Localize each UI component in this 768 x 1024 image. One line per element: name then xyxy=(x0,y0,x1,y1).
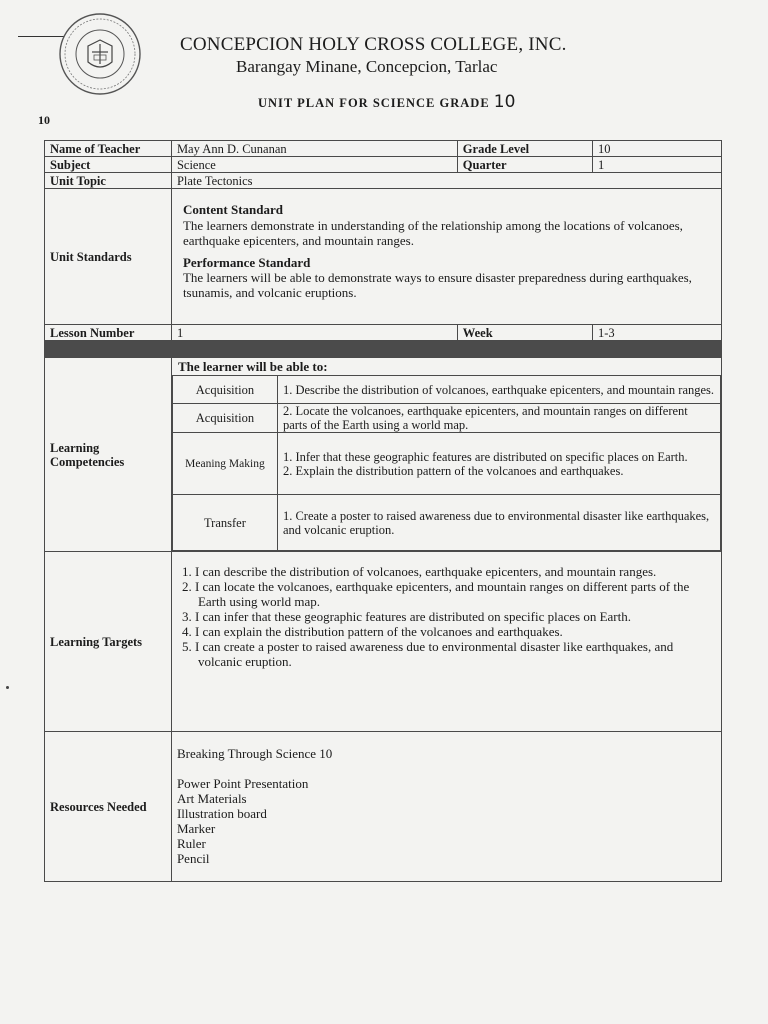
resource-item: Marker xyxy=(176,821,216,836)
lesson-number-label: Lesson Number xyxy=(45,325,172,341)
plan-title-text: UNIT PLAN FOR SCIENCE GRADE xyxy=(258,96,490,110)
resource-item: Illustration board xyxy=(176,806,267,821)
teacher-row xyxy=(45,141,722,157)
competency-row xyxy=(172,495,720,551)
week-label: Week xyxy=(457,325,592,341)
week-value: 1-3 xyxy=(592,325,721,341)
college-address: Barangay Minane, Concepcion, Tarlac xyxy=(236,57,498,76)
subject-row xyxy=(45,157,722,173)
standards-row xyxy=(45,189,722,325)
resource-item: Pencil xyxy=(176,851,210,866)
resources-row xyxy=(45,732,722,882)
resource-book: Breaking Through Science 10 xyxy=(176,746,333,761)
resource-item: Power Point Presentation xyxy=(176,776,309,791)
competencies-row xyxy=(45,358,722,552)
competency-row xyxy=(172,404,720,433)
teacher-value: May Ann D. Cunanan xyxy=(171,141,457,157)
divider-row xyxy=(45,341,722,358)
standards-label: Unit Standards xyxy=(45,189,172,325)
resource-item: Art Materials xyxy=(176,791,247,806)
unit-plan-table xyxy=(44,140,722,882)
competency-text: 2. Explain the distribution pattern of the volcanoes and earthquakes. xyxy=(282,463,624,478)
content-standard-heading: Content Standard xyxy=(182,202,283,217)
competency-row xyxy=(172,433,720,495)
teacher-label: Name of Teacher xyxy=(45,141,172,157)
targets-list xyxy=(177,564,716,669)
target-item: 1. I can describe the distribution of volcanoes, earthquake epicenters, and mountain ranges. xyxy=(181,564,657,579)
topic-value: Plate Tectonics xyxy=(171,173,721,189)
competency-type: Acquisition xyxy=(172,404,277,433)
competency-text: 2. Locate the volcanoes, earthquake epicenters, and mountain ranges on different parts of the Earth using a world map. xyxy=(277,404,720,433)
targets-row xyxy=(45,552,722,732)
standards-cell xyxy=(171,189,721,325)
quarter-label: Quarter xyxy=(457,157,592,173)
competency-row xyxy=(172,376,720,404)
plan-title xyxy=(258,92,588,112)
target-item: 5. I can create a poster to raised awareness due to environmental disaster like earthquakes, and volcanic eruption. xyxy=(181,639,674,669)
college-name: CONCEPCION HOLY CROSS COLLEGE, INC. xyxy=(180,34,567,55)
competencies-label: Learning Competencies xyxy=(45,358,172,552)
resources-label: Resources Needed xyxy=(45,732,172,882)
grade-level-label: Grade Level xyxy=(457,141,592,157)
dark-divider xyxy=(45,341,722,358)
performance-standard-text: The learners will be able to demonstrate ways to ensure disaster preparedness during earthquakes, tsunamis, and volcanic eruptions. xyxy=(182,270,692,300)
competency-type: Meaning Making xyxy=(172,433,277,495)
resources-cell xyxy=(171,732,721,882)
target-item: 2. I can locate the volcanoes, earthquake epicenters, and mountain ranges on different parts of the Earth using world map. xyxy=(181,579,690,609)
margin-mark xyxy=(6,686,9,689)
performance-standard-heading: Performance Standard xyxy=(182,255,311,270)
targets-cell xyxy=(171,552,721,732)
subject-label: Subject xyxy=(45,157,172,173)
subject-value: Science xyxy=(171,157,457,173)
plan-title-grade: 10 xyxy=(493,92,516,112)
topic-label: Unit Topic xyxy=(45,173,172,189)
content-standard-text: The learners demonstrate in understanding of the relationship among the locations of volcanoes, earthquake epicenters, and mountain ranges. xyxy=(182,218,683,248)
college-seal-icon xyxy=(58,12,142,96)
competency-text: 1. Describe the distribution of volcanoes, earthquake epicenters, and mountain ranges. xyxy=(277,376,720,404)
competency-text-cell xyxy=(277,433,720,495)
targets-label: Learning Targets xyxy=(45,552,172,732)
lesson-number-value: 1 xyxy=(171,325,457,341)
competency-type: Acquisition xyxy=(172,376,277,404)
quarter-value: 1 xyxy=(592,157,721,173)
competencies-table xyxy=(172,375,721,551)
competencies-cell xyxy=(171,358,721,552)
grade-level-value: 10 xyxy=(592,141,721,157)
page-number: 10 xyxy=(38,113,50,127)
competency-text: 1. Infer that these geographic features are distributed on specific places on Earth. xyxy=(282,449,688,464)
competency-type: Transfer xyxy=(172,495,277,551)
target-item: 4. I can explain the distribution pattern of the volcanoes and earthquakes. xyxy=(181,624,563,639)
competencies-intro: The learner will be able to: xyxy=(177,359,328,374)
target-item: 3. I can infer that these geographic features are distributed on specific places on Earth. xyxy=(181,609,631,624)
lesson-row xyxy=(45,325,722,341)
topic-row xyxy=(45,173,722,189)
resource-item: Ruler xyxy=(176,836,206,851)
competency-text: 1. Create a poster to raised awareness due to environmental disaster like earthquakes, and volcanic eruption. xyxy=(277,495,720,551)
